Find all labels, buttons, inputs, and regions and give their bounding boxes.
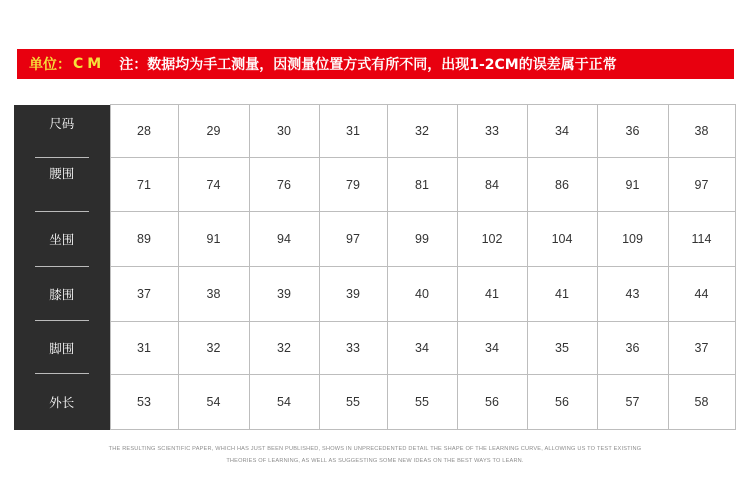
table-cell: 34 [457, 321, 527, 374]
table-cell: 99 [387, 212, 457, 267]
table-cell: 102 [457, 212, 527, 267]
size-chart-table [14, 104, 736, 430]
table-cell: 81 [387, 158, 457, 212]
table-cell: 31 [110, 321, 178, 374]
row-header-label: 坐围 [49, 233, 75, 248]
table-cell: 30 [249, 105, 319, 158]
row-header-hip [14, 212, 110, 267]
table-cell: 43 [597, 267, 668, 321]
table-cell: 38 [178, 267, 249, 321]
table-cell: 28 [110, 105, 178, 158]
table-cell: 39 [249, 267, 319, 321]
row-header-outseam [14, 374, 110, 429]
table-cell: 55 [319, 374, 387, 429]
table-cell: 104 [527, 212, 597, 267]
row-header-label: 腰围 [49, 166, 75, 181]
table-cell: 37 [668, 321, 735, 374]
table-cell: 76 [249, 158, 319, 212]
table-cell: 56 [457, 374, 527, 429]
row-header-size [14, 105, 110, 158]
table-cell: 34 [387, 321, 457, 374]
table-cell: 39 [319, 267, 387, 321]
row-header-label: 尺码 [49, 117, 75, 132]
table-cell: 32 [249, 321, 319, 374]
table-cell: 74 [178, 158, 249, 212]
table-cell: 114 [668, 212, 735, 267]
table-cell: 37 [110, 267, 178, 321]
table-cell: 56 [527, 374, 597, 429]
table-cell: 94 [249, 212, 319, 267]
row-leg-opening [14, 321, 735, 374]
measurement-note: 注：数据均为手工测量，因测量位置方式有所不同，出现1-2CM的误差属于正常 [119, 57, 617, 73]
table-cell: 84 [457, 158, 527, 212]
table-cell: 79 [319, 158, 387, 212]
table-cell: 71 [110, 158, 178, 212]
table-cell: 41 [527, 267, 597, 321]
row-header-label: 外长 [49, 395, 75, 410]
table-cell: 34 [527, 105, 597, 158]
row-header-label: 脚围 [49, 341, 75, 356]
table-cell: 35 [527, 321, 597, 374]
table-cell: 58 [668, 374, 735, 429]
table-cell: 54 [178, 374, 249, 429]
table-cell: 32 [178, 321, 249, 374]
table-cell: 36 [597, 105, 668, 158]
table-cell: 55 [387, 374, 457, 429]
table-cell: 44 [668, 267, 735, 321]
footer-text-line-2: THEORIES OF LEARNING, AS WELL AS SUGGESTING SOME NEW IDEAS ON THE BEST WAYS TO LEARN. [226, 458, 524, 464]
table-cell: 41 [457, 267, 527, 321]
table-cell: 36 [597, 321, 668, 374]
table-cell: 31 [319, 105, 387, 158]
table-cell: 97 [319, 212, 387, 267]
table-cell: 33 [457, 105, 527, 158]
table-cell: 40 [387, 267, 457, 321]
table-cell: 32 [387, 105, 457, 158]
row-header-knee [14, 267, 110, 321]
row-knee [14, 267, 735, 321]
row-header-label: 膝围 [49, 288, 75, 303]
unit-label: 单位： [29, 57, 71, 73]
row-outseam [14, 374, 735, 429]
notice-banner [17, 49, 734, 79]
table-cell: 97 [668, 158, 735, 212]
table-cell: 53 [110, 374, 178, 429]
table-cell: 38 [668, 105, 735, 158]
unit-value: CM [73, 56, 106, 72]
table-cell: 109 [597, 212, 668, 267]
table-cell: 57 [597, 374, 668, 429]
table-cell: 89 [110, 212, 178, 267]
table-cell: 91 [178, 212, 249, 267]
table-cell: 54 [249, 374, 319, 429]
table-cell: 86 [527, 158, 597, 212]
row-header-waist [14, 158, 110, 212]
table-cell: 91 [597, 158, 668, 212]
footer-text-line-1: THE RESULTING SCIENTIFIC PAPER, WHICH HAS JUST BEEN PUBLISHED, SHOWS IN UNPRECEDENTED DETAIL THE SHAPE OF THE LEARNING CURVE, ALLOWING US TO TEST EXISTING [108, 446, 642, 452]
row-size [14, 105, 735, 158]
table-cell: 33 [319, 321, 387, 374]
row-hip [14, 212, 735, 267]
row-waist [14, 158, 735, 212]
row-header-leg-opening [14, 321, 110, 374]
table-cell: 29 [178, 105, 249, 158]
